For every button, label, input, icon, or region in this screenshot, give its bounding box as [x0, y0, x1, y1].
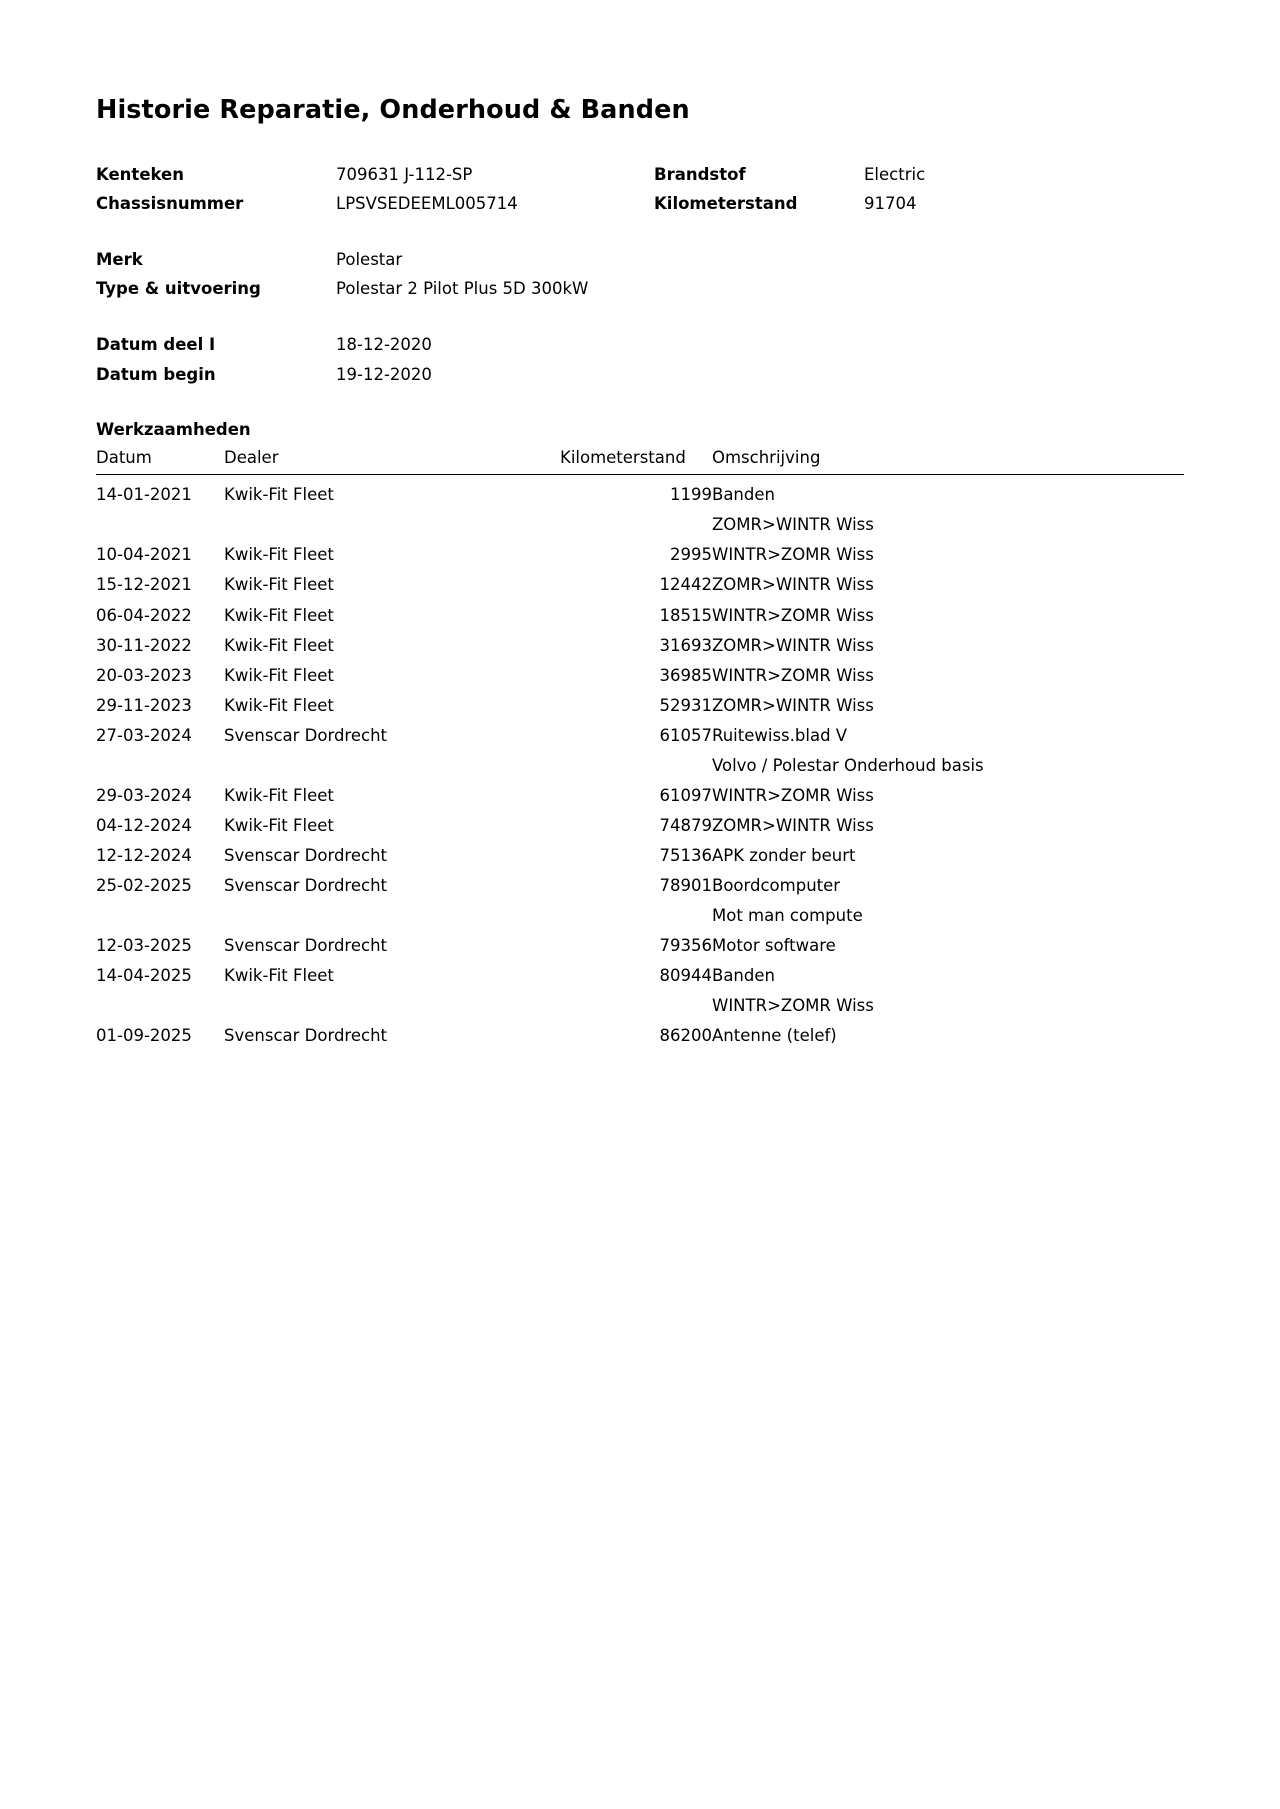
brandstof-label: Brandstof — [654, 164, 746, 184]
cell-kilometerstand: 79356 — [659, 936, 712, 956]
cell-omschrijving: WINTR>ZOMR Wiss — [712, 605, 874, 625]
table-row — [96, 601, 1184, 631]
cell-omschrijving: Banden — [712, 966, 775, 986]
cell-omschrijving: ZOMR>WINTR Wiss — [712, 695, 874, 715]
column-header-kilometerstand: Kilometerstand — [560, 448, 686, 468]
cell-dealer: Svenscar Dordrecht — [224, 1026, 387, 1046]
table-row — [96, 811, 1184, 841]
table-row — [96, 661, 1184, 691]
cell-datum: 14-01-2021 — [96, 485, 192, 505]
cell-dealer: Kwik-Fit Fleet — [224, 695, 334, 715]
cell-dealer: Kwik-Fit Fleet — [224, 665, 334, 685]
table-row — [96, 871, 1184, 901]
type-uitvoering-label: Type & uitvoering — [96, 279, 261, 299]
cell-datum: 01-09-2025 — [96, 1026, 192, 1046]
cell-dealer-empty — [224, 751, 560, 781]
cell-datum: 12-03-2025 — [96, 936, 192, 956]
table-row — [96, 475, 1184, 511]
table-row — [96, 1021, 1184, 1051]
cell-datum: 29-11-2023 — [96, 695, 192, 715]
cell-dealer: Kwik-Fit Fleet — [224, 605, 334, 625]
cell-datum: 10-04-2021 — [96, 545, 192, 565]
cell-omschrijving: Ruitewiss.blad V — [712, 725, 848, 745]
datum-begin-value: 19-12-2020 — [336, 364, 432, 384]
vehicle-dates-block — [96, 335, 1184, 385]
type-uitvoering-value: Polestar 2 Pilot Plus 5D 300kW — [336, 279, 589, 299]
table-row — [96, 931, 1184, 961]
table-row — [96, 570, 1184, 600]
cell-omschrijving: ZOMR>WINTR Wiss — [712, 815, 874, 835]
cell-datum-empty — [96, 751, 224, 781]
cell-dealer-empty — [224, 991, 560, 1021]
chassisnummer-value: LPSVSEDEEML005714 — [336, 194, 518, 214]
merk-label: Merk — [96, 249, 143, 269]
table-row-continuation — [96, 510, 1184, 540]
cell-dealer: Kwik-Fit Fleet — [224, 635, 334, 655]
table-body — [96, 475, 1184, 1051]
cell-dealer: Kwik-Fit Fleet — [224, 575, 334, 595]
cell-datum: 15-12-2021 — [96, 575, 192, 595]
cell-dealer: Svenscar Dordrecht — [224, 875, 387, 895]
cell-datum: 27-03-2024 — [96, 725, 192, 745]
cell-kilometerstand: 74879 — [659, 815, 712, 835]
cell-datum: 29-03-2024 — [96, 785, 192, 805]
cell-omschrijving: Antenne (telef) — [712, 1026, 837, 1046]
vehicle-model-block — [96, 250, 1184, 300]
cell-kilometerstand: 12442 — [659, 575, 712, 595]
table-row — [96, 540, 1184, 570]
cell-datum: 20-03-2023 — [96, 665, 192, 685]
cell-kilometerstand-empty — [560, 991, 712, 1021]
column-header-omschrijving: Omschrijving — [712, 448, 821, 468]
cell-kilometerstand: 86200 — [659, 1026, 712, 1046]
cell-omschrijving: WINTR>ZOMR Wiss — [712, 545, 874, 565]
kenteken-value: 709631 J-112-SP — [336, 164, 473, 184]
cell-omschrijving: ZOMR>WINTR Wiss — [712, 635, 874, 655]
cell-datum: 06-04-2022 — [96, 605, 192, 625]
cell-omschrijving-extra: WINTR>ZOMR Wiss — [712, 996, 874, 1016]
cell-omschrijving: Motor software — [712, 936, 836, 956]
cell-datum-empty — [96, 901, 224, 931]
cell-dealer-empty — [224, 901, 560, 931]
cell-omschrijving: Boordcomputer — [712, 875, 841, 895]
cell-dealer: Kwik-Fit Fleet — [224, 785, 334, 805]
cell-dealer: Svenscar Dordrecht — [224, 845, 387, 865]
cell-kilometerstand-empty — [560, 510, 712, 540]
cell-dealer: Svenscar Dordrecht — [224, 936, 387, 956]
cell-kilometerstand: 31693 — [659, 635, 712, 655]
cell-omschrijving: ZOMR>WINTR Wiss — [712, 575, 874, 595]
cell-dealer: Kwik-Fit Fleet — [224, 545, 334, 565]
table-row — [96, 961, 1184, 991]
table-row-continuation — [96, 901, 1184, 931]
table-header-row — [96, 448, 1184, 475]
table-row-continuation — [96, 991, 1184, 1021]
cell-omschrijving: WINTR>ZOMR Wiss — [712, 665, 874, 685]
table-row — [96, 721, 1184, 751]
kenteken-label: Kenteken — [96, 164, 184, 184]
cell-kilometerstand-empty — [560, 751, 712, 781]
cell-dealer: Kwik-Fit Fleet — [224, 485, 334, 505]
cell-kilometerstand: 80944 — [659, 966, 712, 986]
cell-omschrijving-extra: Volvo / Polestar Onderhoud basis — [712, 755, 984, 775]
werkzaamheden-table — [96, 448, 1184, 1051]
cell-omschrijving-extra: Mot man compute — [712, 906, 863, 925]
cell-datum: 30-11-2022 — [96, 635, 192, 655]
cell-datum: 14-04-2025 — [96, 966, 192, 986]
table-header — [96, 448, 1184, 475]
cell-datum: 12-12-2024 — [96, 845, 192, 865]
cell-datum-empty — [96, 991, 224, 1021]
cell-datum-empty — [96, 510, 224, 540]
cell-dealer: Kwik-Fit Fleet — [224, 815, 334, 835]
cell-kilometerstand: 1199 — [670, 485, 712, 505]
chassisnummer-label: Chassisnummer — [96, 194, 244, 214]
cell-dealer: Kwik-Fit Fleet — [224, 966, 334, 986]
cell-omschrijving-extra: ZOMR>WINTR Wiss — [712, 515, 874, 535]
column-header-datum: Datum — [96, 448, 152, 468]
vehicle-identification-block — [96, 165, 1184, 215]
cell-kilometerstand: 52931 — [659, 695, 712, 715]
cell-kilometerstand: 78901 — [659, 875, 712, 895]
cell-dealer: Svenscar Dordrecht — [224, 725, 387, 745]
brandstof-value: Electric — [864, 164, 926, 184]
cell-omschrijving: Banden — [712, 485, 775, 505]
vehicle-model-grid — [96, 250, 1184, 300]
datum-deel-1-label: Datum deel I — [96, 335, 216, 355]
page-title: Historie Reparatie, Onderhoud & Banden — [96, 95, 690, 125]
kilometerstand-value: 91704 — [864, 194, 917, 214]
merk-value: Polestar — [336, 249, 403, 269]
datum-deel-1-value: 18-12-2020 — [336, 335, 432, 355]
table-row — [96, 691, 1184, 721]
cell-kilometerstand: 18515 — [659, 605, 712, 625]
cell-kilometerstand: 75136 — [659, 845, 712, 865]
cell-datum: 25-02-2025 — [96, 875, 192, 895]
vehicle-identification-grid — [96, 165, 1184, 215]
cell-kilometerstand: 61057 — [659, 725, 712, 745]
werkzaamheden-heading: Werkzaamheden — [96, 420, 251, 440]
cell-kilometerstand: 36985 — [659, 665, 712, 685]
kilometerstand-label: Kilometerstand — [654, 194, 798, 214]
cell-omschrijving: WINTR>ZOMR Wiss — [712, 785, 874, 805]
cell-kilometerstand: 2995 — [670, 545, 712, 565]
datum-begin-label: Datum begin — [96, 364, 216, 384]
table-row-continuation — [96, 751, 1184, 781]
cell-kilometerstand: 61097 — [659, 785, 712, 805]
table-row — [96, 841, 1184, 871]
table-row — [96, 631, 1184, 661]
vehicle-dates-grid — [96, 335, 1184, 385]
cell-datum: 04-12-2024 — [96, 815, 192, 835]
cell-omschrijving: APK zonder beurt — [712, 845, 856, 865]
table-row — [96, 781, 1184, 811]
cell-dealer-empty — [224, 510, 560, 540]
cell-kilometerstand-empty — [560, 901, 712, 931]
column-header-dealer: Dealer — [224, 448, 279, 468]
